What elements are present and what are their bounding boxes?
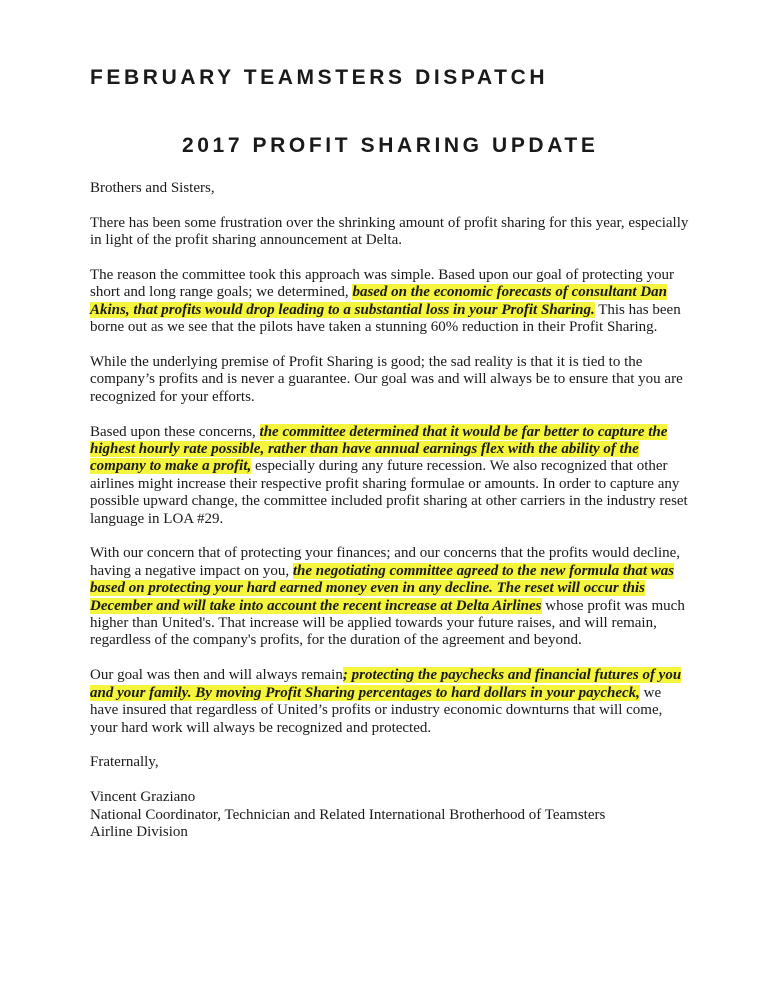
paragraph-3: While the underlying premise of Profit Sharing is good; the sad reality is that it is tied to the company’s profits and is never a guarantee. Our goal was and will always be to ensure that you are recognized for your efforts. xyxy=(90,354,683,405)
signature-block xyxy=(90,789,690,841)
closing: Fraternally, xyxy=(90,754,159,771)
salutation: Brothers and Sisters, xyxy=(90,180,215,196)
document-subheader: 2017 PROFIT SHARING UPDATE xyxy=(182,134,599,157)
paragraph-6-text-a: Our goal was then and will always remain xyxy=(90,667,343,684)
paragraph-5-text-a: With our concern that of protecting your finances; and our concerns that the profits would decline, having a negative impact on you, xyxy=(90,545,681,579)
paragraph-4-text-a: Based upon these concerns, xyxy=(90,423,260,440)
paragraph-4 xyxy=(90,424,690,528)
paragraph-5 xyxy=(90,545,690,649)
paragraph-5-text-b: whose profit was much higher than United's. That increase will be applied towards your future raises, and will remain, regardless of the company's profits, for the duration of the agreement and beyond. xyxy=(90,597,685,649)
paragraph-2 xyxy=(90,267,690,337)
paragraph-4-highlight: the committee determined that it would be far better to capture the highest hourly rate possible, rather than have annual earnings flex with the ability of the company to make a profit, xyxy=(90,423,668,475)
paragraph-4-text-b: especially during any future recession. We also recognized that other airlines might increase their respective profit sharing formulae or amounts. In order to capture any possible upward change, the committee included profit sharing at other carriers in the industry reset language in LOA #29. xyxy=(90,458,688,527)
signature-division: Airline Division xyxy=(90,823,188,840)
paragraph-5-highlight: the negotiating committee agreed to the new formula that was based on protecting your hard earned money even in any decline. The reset will occur this December and will take into account the recent increase at Delta Airlines xyxy=(90,562,675,614)
paragraph-6-text-b: we have insured that regardless of United’s profits or industry economic downturns that will come, your hard work will always be recognized and protected. xyxy=(90,684,663,736)
paragraph-2-text-a: The reason the committee took this approach was simple. Based upon our goal of protecting your short and long range goals; we determined, xyxy=(90,267,675,301)
document-header: FEBRUARY TEAMSTERS DISPATCH xyxy=(90,66,549,89)
paragraph-6 xyxy=(90,667,690,737)
signature-title: National Coordinator, Technician and Related International Brotherhood of Teamsters xyxy=(90,806,606,823)
paragraph-2-text-b: This has been borne out as we see that the pilots have taken a stunning 60% reduction in their Profit Sharing. xyxy=(90,301,681,336)
paragraph-6-highlight: ; protecting the paychecks and financial futures of you and your family. By moving Profit Sharing percentages to hard dollars in your paycheck, xyxy=(90,667,682,701)
letter-body xyxy=(90,180,690,859)
signature-name: Vincent Graziano xyxy=(90,789,196,806)
paragraph-2-highlight: based on the economic forecasts of consultant Dan Akins, that profits would drop leading to a substantial loss in your Profit Sharing. xyxy=(90,284,668,318)
paragraph-1: There has been some frustration over the shrinking amount of profit sharing for this year, especially in light of the profit sharing announcement at Delta. xyxy=(90,214,689,249)
